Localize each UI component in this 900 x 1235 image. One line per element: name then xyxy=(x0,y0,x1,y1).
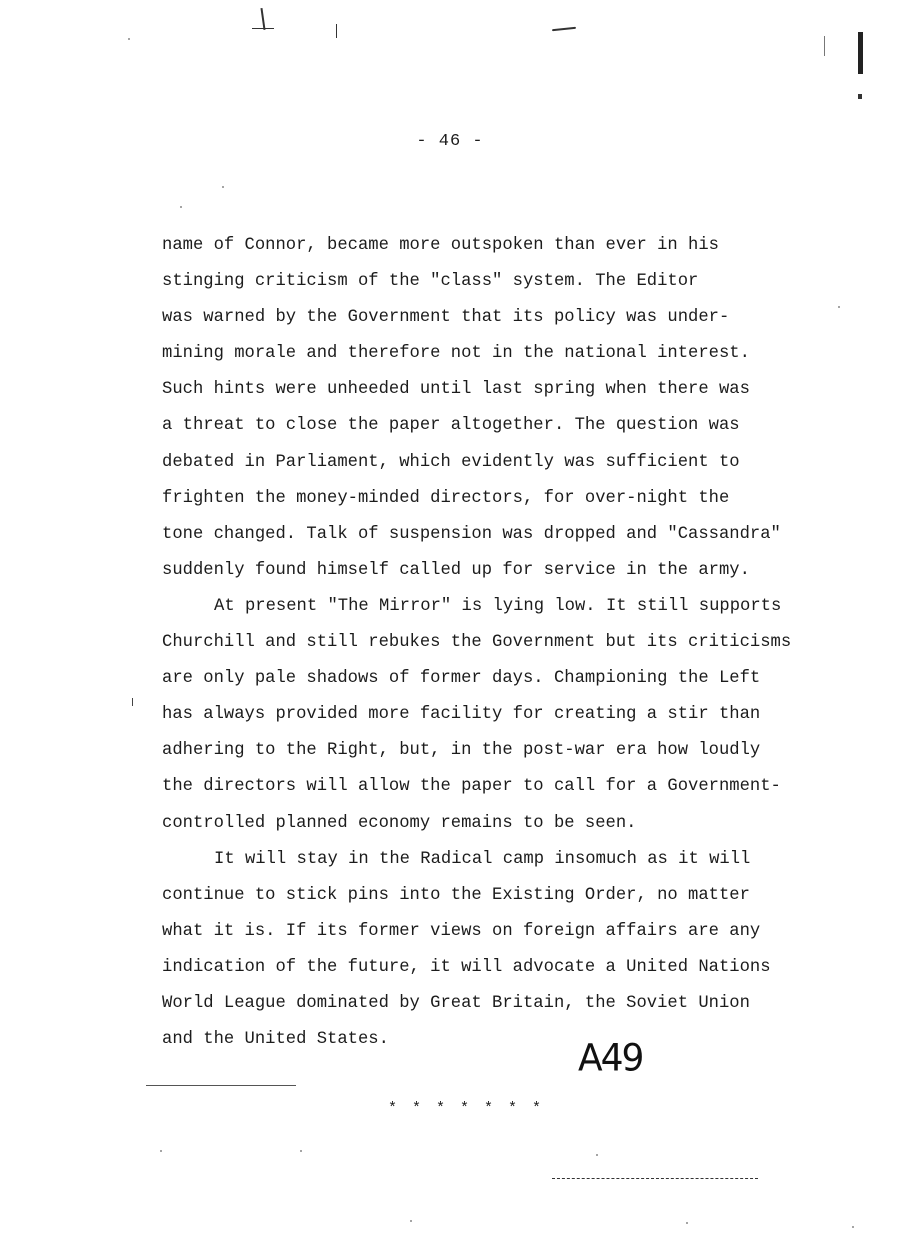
text-line: Such hints were unheeded until last spring when there was xyxy=(162,380,750,400)
text-line: a threat to close the paper altogether. The question was xyxy=(162,416,740,436)
text-line: adhering to the Right, but, in the post-war era how loudly xyxy=(162,741,761,761)
text-line: At present "The Mirror" is lying low. It still supports xyxy=(214,596,782,616)
text-line: are only pale shadows of former days. Championing the Left xyxy=(162,669,761,689)
text-line: the directors will allow the paper to call for a Government- xyxy=(162,777,781,797)
text-line: was warned by the Government that its policy was under- xyxy=(162,308,730,328)
scan-mark-top-left xyxy=(260,8,265,30)
text-line: World League dominated by Great Britain, the Soviet Union xyxy=(162,993,750,1013)
speck xyxy=(128,38,130,40)
separator-rule-right xyxy=(552,1178,758,1179)
speck xyxy=(222,186,224,188)
text-line: indication of the future, it will advocate a United Nations xyxy=(162,957,771,977)
text-line: suddenly found himself called up for service in the army. xyxy=(162,560,750,580)
speck xyxy=(410,1220,412,1222)
margin-tick xyxy=(132,698,133,706)
scan-mark-top-left-tick xyxy=(252,28,274,29)
speck xyxy=(160,1150,162,1152)
speck xyxy=(596,1154,598,1156)
text-line: controlled planned economy remains to be seen. xyxy=(162,813,637,833)
text-line: Churchill and still rebukes the Government but its criticisms xyxy=(162,633,792,653)
scan-binding-edge xyxy=(858,32,863,74)
scan-mark-top-center xyxy=(336,24,337,38)
scan-edge-line xyxy=(824,36,825,56)
speck xyxy=(180,206,182,208)
page-number: - 46 - xyxy=(416,132,484,151)
speck xyxy=(686,1222,688,1224)
text-line: name of Connor, became more outspoken than ever in his xyxy=(162,236,719,255)
text-line: It will stay in the Radical camp insomuch as it will xyxy=(214,849,751,869)
text-line: and the United States. xyxy=(162,1030,389,1050)
speck xyxy=(300,1150,302,1152)
text-line: mining morale and therefore not in the national interest. xyxy=(162,344,750,364)
text-line: what it is. If its former views on foreign affairs are any xyxy=(162,921,761,941)
text-line: debated in Parliament, which evidently was sufficient to xyxy=(162,452,740,472)
scan-mark-top-arc xyxy=(552,27,576,31)
scan-binding-dot xyxy=(858,94,862,99)
text-line: tone changed. Talk of suspension was dropped and "Cassandra" xyxy=(162,524,781,544)
text-line: stinging criticism of the "class" system. The Editor xyxy=(162,272,699,292)
body-text xyxy=(162,228,842,1058)
text-line: has always provided more facility for creating a stir than xyxy=(162,705,761,725)
text-line: continue to stick pins into the Existing Order, no matter xyxy=(162,885,750,905)
separator-rule-left xyxy=(146,1085,296,1086)
speck xyxy=(852,1226,854,1228)
text-line: frighten the money-minded directors, for over-night the xyxy=(162,488,730,508)
section-separator: * * * * * * * xyxy=(388,1100,545,1117)
handwritten-annotation: A49 xyxy=(578,1036,643,1081)
